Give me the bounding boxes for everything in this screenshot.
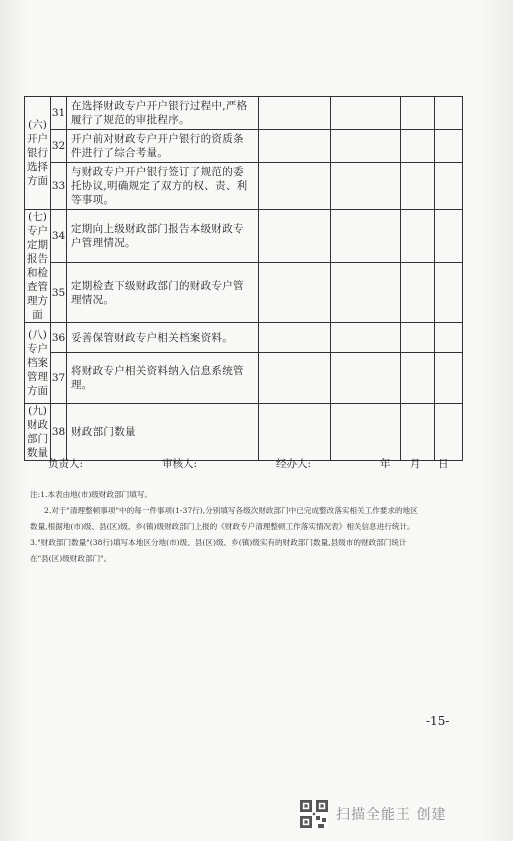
- category-cell: (六) 开户 银行 选择 方面: [25, 97, 51, 210]
- blank-cell: [331, 263, 401, 323]
- footnote-2-cont: 数量,根据地(市)级、县(区)级、乡(镇)级财政部门上报的《财政专户清理整顿工作落实情况表》相关信息进行统计。: [30, 522, 415, 531]
- year-label: 年: [380, 458, 391, 470]
- row-number: 35: [51, 263, 67, 323]
- blank-cell: [331, 323, 401, 353]
- blank-cell: [259, 130, 331, 163]
- blank-cell: [331, 353, 401, 404]
- blank-cell: [435, 210, 463, 263]
- item-description: 财政部门数量: [67, 404, 259, 461]
- blank-cell: [259, 163, 331, 210]
- table-row: [25, 353, 463, 404]
- category-cell: (七) 专户 定期 报告 和检 查管 理方 面: [25, 210, 51, 323]
- handler-label: 经办人:: [276, 458, 312, 470]
- table-row: [25, 404, 463, 461]
- table-row: [25, 263, 463, 323]
- row-number: 37: [51, 353, 67, 404]
- blank-cell: [259, 263, 331, 323]
- row-number: 38: [51, 404, 67, 461]
- row-number: 34: [51, 210, 67, 263]
- day-label: 日: [438, 458, 449, 470]
- blank-cell: [435, 263, 463, 323]
- blank-cell: [401, 323, 435, 353]
- blank-cell: [401, 353, 435, 404]
- blank-cell: [435, 404, 463, 461]
- responsible-label: 负责人:: [48, 458, 84, 470]
- category-cell: (九) 财政 部门 数量: [25, 404, 51, 461]
- row-number: 32: [51, 130, 67, 163]
- footnote-1: 注:1.本表由地(市)级财政部门填写。: [30, 490, 153, 499]
- table-row: [25, 130, 463, 163]
- reviewer-label: 审核人:: [162, 458, 198, 470]
- table-row: [25, 97, 463, 130]
- blank-cell: [401, 163, 435, 210]
- blank-cell: [401, 210, 435, 263]
- blank-cell: [401, 97, 435, 130]
- blank-cell: [331, 163, 401, 210]
- blank-cell: [259, 353, 331, 404]
- footnote-3-cont: 在"县(区)级财政部门"。: [30, 554, 112, 563]
- item-description: 将财政专户相关资料纳入信息系统管理。: [67, 353, 259, 404]
- blank-cell: [435, 130, 463, 163]
- blank-cell: [401, 263, 435, 323]
- category-cell: (八) 专户 档案 管理 方面: [25, 323, 51, 404]
- blank-cell: [331, 210, 401, 263]
- blank-cell: [435, 97, 463, 130]
- blank-cell: [331, 130, 401, 163]
- blank-cell: [331, 404, 401, 461]
- blank-cell: [331, 97, 401, 130]
- qr-code-icon: [300, 800, 328, 828]
- item-description: 开户前对财政专户开户银行的资质条件进行了综合考量。: [67, 130, 259, 163]
- footnote-3: 3."财政部门数量"(38行)填写本地区分地(市)级、县(区)级、乡(镇)级实有的财政部门数量,县级市的财政部门统计: [30, 538, 407, 547]
- blank-cell: [401, 130, 435, 163]
- item-description: 在选择财政专户开户银行过程中,严格履行了规范的审批程序。: [67, 97, 259, 130]
- page-number: -15-: [426, 714, 450, 728]
- blank-cell: [435, 163, 463, 210]
- footnotes: [30, 487, 470, 567]
- row-number: 31: [51, 97, 67, 130]
- item-description: 妥善保管财政专户相关档案资料。: [67, 323, 259, 353]
- blank-cell: [259, 97, 331, 130]
- table-row: [25, 323, 463, 353]
- item-description: 定期向上级财政部门报告本级财政专户管理情况。: [67, 210, 259, 263]
- month-label: 月: [410, 458, 421, 470]
- watermark: [300, 800, 446, 828]
- row-number: 36: [51, 323, 67, 353]
- blank-cell: [435, 353, 463, 404]
- watermark-text: 扫描全能王 创建: [336, 807, 447, 823]
- footnote-2: 2.对于"清理整顿事项"中的每一件事项(1-37行),分别填写各级次财政部门中已完成整改落实相关工作要求的地区: [44, 506, 418, 515]
- item-description: 定期检查下级财政部门的财政专户管理情况。: [67, 263, 259, 323]
- blank-cell: [401, 404, 435, 461]
- blank-cell: [259, 210, 331, 263]
- row-number: 33: [51, 163, 67, 210]
- table-row: [25, 163, 463, 210]
- blank-cell: [259, 323, 331, 353]
- blank-cell: [435, 323, 463, 353]
- checklist-table: [24, 96, 463, 461]
- table-row: [25, 210, 463, 263]
- blank-cell: [259, 404, 331, 461]
- item-description: 与财政专户开户银行签订了规范的委托协议,明确规定了双方的权、责、利等事项。: [67, 163, 259, 210]
